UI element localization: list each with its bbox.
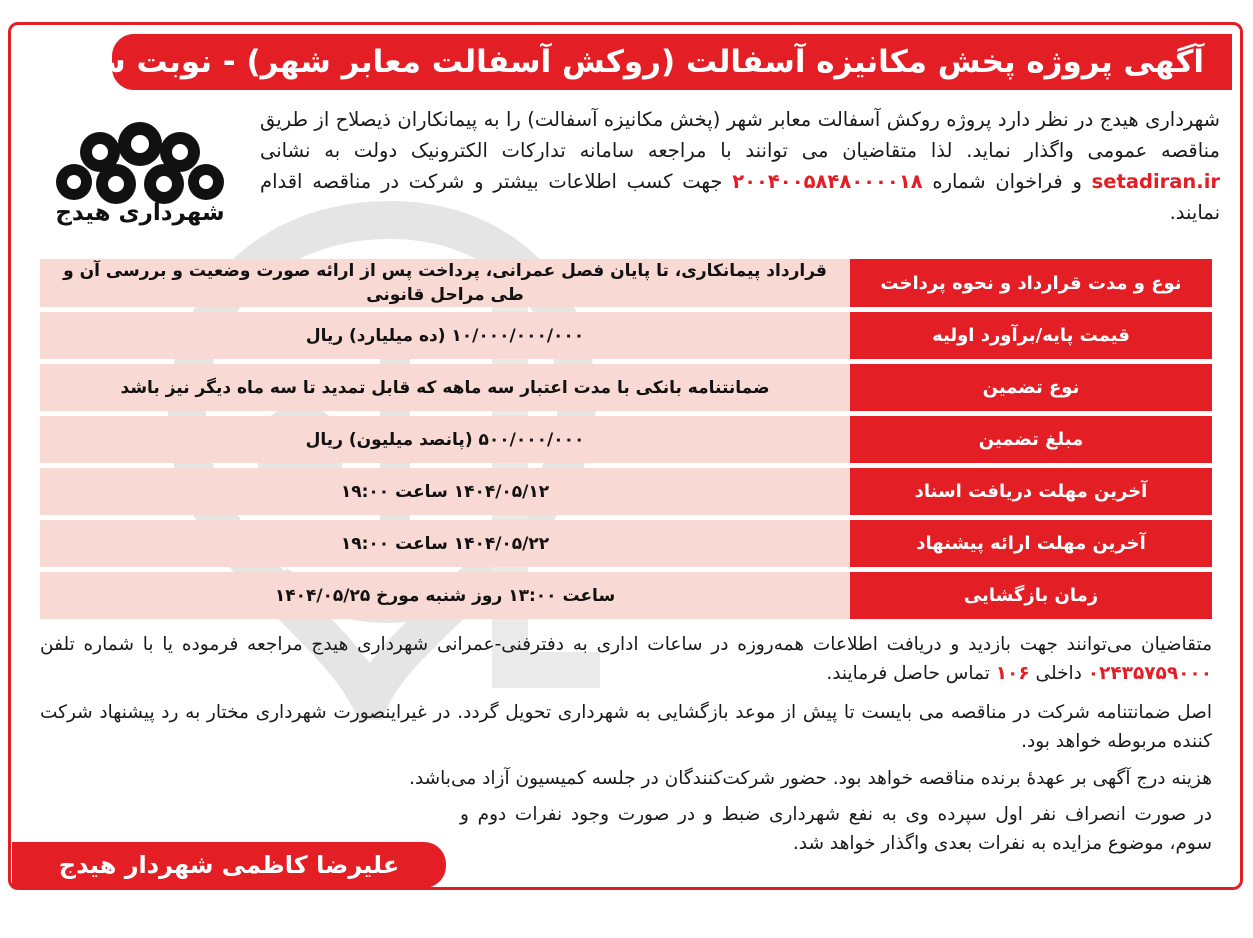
- row-value: ضمانتنامه بانکی با مدت اعتبار سه ماهه که قابل تمدید تا سه ماه دیگر نیز باشد: [40, 364, 850, 411]
- table-row: [40, 259, 1212, 307]
- ad-title: آگهی پروژه پخش مکانیزه آسفالت (روکش آسفالت معابر شهر) - نوبت سوم: [112, 34, 1232, 90]
- row-label: نوع و مدت قرارداد و نحوه پرداخت: [850, 259, 1212, 307]
- row-label: آخرین مهلت دریافت اسناد: [850, 468, 1212, 515]
- row-value: ۱۴۰۴/۰۵/۱۲ ساعت ۱۹:۰۰: [40, 468, 850, 515]
- table-row: [40, 364, 1212, 411]
- cost-paragraph: هزینه درج آگهی بر عهدهٔ برنده مناقصه خواهد بود. حضور شرکت‌کنندگان در جلسه کمیسیون آزاد می‌باشد.: [409, 768, 1212, 789]
- withdrawal-paragraph: در صورت انصراف نفر اول سپرده وی به نفع شهرداری ضبط و در صورت وجود نفرات دوم و سوم، موضوع مزایده به نفرات بعدی واگذار خواهد شد.: [460, 804, 1212, 854]
- signature-bar: علیرضا کاظمی شهردار هیدج: [12, 842, 446, 888]
- table-row: [40, 572, 1212, 619]
- tender-number: ۲۰۰۴۰۰۵۸۴۸۰۰۰۰۱۸: [732, 170, 923, 193]
- guarantee-paragraph: اصل ضمانتنامه شرکت در مناقصه می بایست تا پیش از موعد بازگشایی به شهرداری تحویل گردد. در غیراینصورت شهرداری مختار به رد پیشنهاد شرکت کننده مربوطه خواهد بود.: [40, 702, 1212, 752]
- intro-paragraph: شهرداری هیدج در نظر دارد پروژه روکش آسفالت معابر شهر (پخش مکانیزه آسفالت) را به پیمانکاران ذیصلاح از طریق مناقصه عمومی واگذار نماید. لذا متقاضیان می توانند با مراجعه سامانه تدارکات الکترونیک دولت به نشانی setadiran.ir و فراخوان شماره ۲۰۰۴۰۰۵۸۴۸۰۰۰۰۱۸ جهت کسب اطلاعات بیشتر و شرکت در مناقصه اقدام نمایند.: [260, 108, 1220, 224]
- table-row: [40, 312, 1212, 359]
- table-row: [40, 520, 1212, 567]
- row-label: مبلغ تضمین: [850, 416, 1212, 463]
- row-value: ساعت ۱۳:۰۰ روز شنبه مورخ ۱۴۰۴/۰۵/۲۵: [40, 572, 850, 619]
- table-row: [40, 468, 1212, 515]
- tender-details-table: [40, 254, 1212, 624]
- row-label: زمان بازگشایی: [850, 572, 1212, 619]
- row-value: قرارداد پیمانکاری، تا پایان فصل عمرانی، پرداخت پس از ارائه صورت وضعیت و بررسی آن و طی مراحل قانونی: [40, 259, 850, 307]
- row-label: قیمت پایه/برآورد اولیه: [850, 312, 1212, 359]
- row-label: نوع تضمین: [850, 364, 1212, 411]
- phone-extension: ۱۰۶: [995, 663, 1030, 684]
- phone-number: ۰۲۴۳۵۷۵۹۰۰۰: [1087, 663, 1212, 684]
- row-label: آخرین مهلت ارائه پیشنهاد: [850, 520, 1212, 567]
- table-row: [40, 416, 1212, 463]
- logo-text: شهرداری هیدج: [55, 200, 225, 226]
- row-value: ۵۰۰/۰۰۰/۰۰۰ (پانصد میلیون) ریال: [40, 416, 850, 463]
- row-value: ۱۰/۰۰۰/۰۰۰/۰۰۰ (ده میلیارد) ریال: [40, 312, 850, 359]
- contact-paragraph: متقاضیان می‌توانند جهت بازدید و دریافت اطلاعات همه‌روزه در ساعات اداری به دفترفنی-عمرانی شهرداری هیدج مراجعه فرموده یا با شماره تلفن ۰۲۴۳۵۷۵۹۰۰۰ داخلی ۱۰۶ تماس حاصل فرمایند.: [40, 634, 1212, 684]
- row-value: ۱۴۰۴/۰۵/۲۲ ساعت ۱۹:۰۰: [40, 520, 850, 567]
- website-link[interactable]: setadiran.ir: [1091, 170, 1220, 193]
